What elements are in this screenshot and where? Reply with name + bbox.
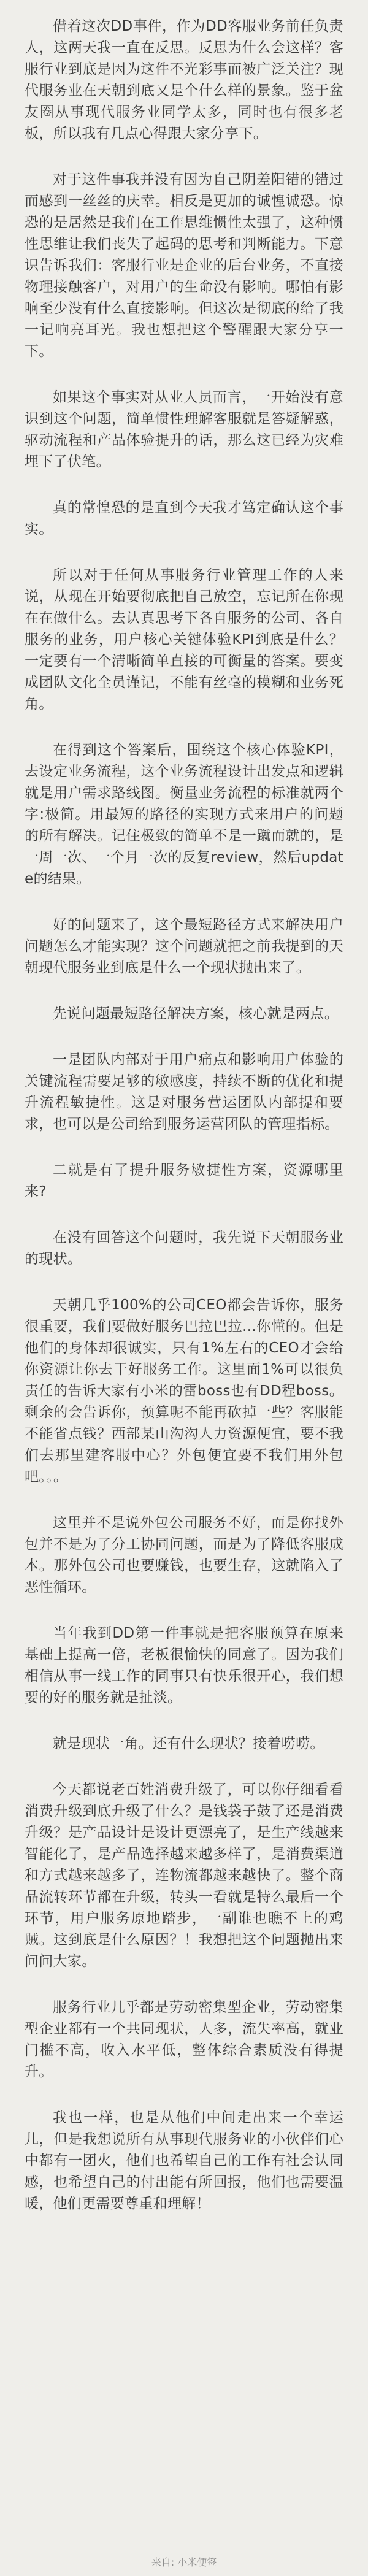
- article-body: [25, 16, 343, 2215]
- paragraph-9: 一是团队内部对于用户痛点和影响用户体验的关键流程需要足够的敏感度，持续不断的优化和提升流程敏捷性。这是对服务营运团队内部提和要求，也可以是公司给到服务运营团队的管理指标。: [25, 1052, 343, 1132]
- paragraph-8: 先说问题最短路径解决方案，核心就是两点。: [53, 1006, 339, 1022]
- paragraph-10: 二就是有了提升服务敏捷性方案，资源哪里来?: [25, 1162, 343, 1200]
- paragraph-18: 我也一样，也是从他们中间走出来一个幸运儿，但是我想说所有从事现代服务业的小伙伴们心中都有一团火，他们也希望自己的工作有社会认同感，也希望自己的付出能有所回报，他们也需要温暖，他们更需要尊重和理解！: [25, 2110, 343, 2212]
- paragraph-4: 真的常惶恐的是直到今天我才笃定确认这个事实。: [25, 500, 343, 537]
- source-label: 来自: 小米便签: [151, 2556, 217, 2568]
- paragraph-3: 如果这个事实对从业人员而言，一开始没有意识到这个问题，简单惯性理解客服就是答疑解惑，驱动流程和产品体验提升的话，那么这已经为灾难埋下了伏笔。: [25, 389, 343, 470]
- paragraph-12: 天朝几乎100%的公司CEO都会告诉你，服务很重要，我们要做好服务巴拉巴拉...你懂的。但是他们的身体却很诚实，只有1%左右的CEO才会给你资源让你去干好服务工作。这里面1%可以很负责任的告诉大家有小米的雷boss也有DD程boss。剩余的会告诉你，预算呢不能再砍掉一些？客服能不能省点钱？西部某山沟沟人力资源便宜，要不我们去那里建客服中心？外包便宜要不我们用外包吧。。。: [25, 1297, 343, 1485]
- paragraph-13: 这里并不是说外包公司服务不好，而是你找外包并不是为了分工协同问题，而是为了降低客服成本。那外包公司也要赚钱，也要生存，这就陷入了恶性循环。: [25, 1515, 343, 1595]
- paragraph-14: 当年我到DD第一件事就是把客服预算在原来基础上提高一倍，老板很愉快的同意了。因为我们相信从事一线工作的同事只有快乐很开心，我们想要的好的服务就是扯淡。: [25, 1625, 343, 1706]
- paragraph-5: 所以对于任何从事服务行业管理工作的人来说，从现在开始要彻底把自己放空，忘记所在你现在在做什么。去认真思考下各自服务的公司、各自服务的业务，用户核心关键体验KPI到底是什么？一定要有一个清晰简单直接的可衡量的答案。要变成团队文化全员谨记，不能有丝毫的模糊和业务死角。: [25, 567, 343, 712]
- paragraph-1: 借着这次DD事件，作为DD客服业务前任负责人，这两天我一直在反思。反思为什么会这样？客服行业到底是因为这件不光彩事而被广泛关注？现代服务业在天朝到底又是个什么样的景象。鉴于盆友圈从事现代服务业同学太多，同时也有很多老板，所以我有几点心得跟大家分享下。: [25, 18, 343, 142]
- paragraph-6: 在得到这个答案后，围绕这个核心体验KPI，去设定业务流程，这个业务流程设计出发点和逻辑就是用户需求路线图。衡量业务流程的标准就两个字:极简。用最短的路径的实现方式来用户的问题的所有解决。记住极致的简单不是一蹴而就的，是一周一次、一个月一次的反复review，然后update的结果。: [25, 742, 343, 887]
- paragraph-11: 在没有回答这个问题时，我先说下天朝服务业的现状。: [25, 1230, 343, 1267]
- paragraph-2: 对于这件事我并没有因为自己阴差阳错的错过而感到一丝丝的庆幸。相反是更加的诚惶诚恐。惊恐的是居然是我们在工作思维惯性太强了，这种惯性思维让我们丧失了起码的思考和判断能力。下意识告诉我们：客服行业是企业的后台业务，不直接物理接触客户，对用户的生命没有影响。哪怕有影响至少没有什么直接影响。但这次是彻底的给了我一记响亮耳光。我也想把这个警醒跟大家分享一下。: [25, 172, 343, 359]
- paragraph-17: 服务行业几乎都是劳动密集型企业，劳动密集型企业都有一个共同现状，人多，流失率高，就业门槛不高，收入水平低，整体综合素质没有得提升。: [25, 1999, 343, 2080]
- paragraph-15: 就是现状一角。还有什么现状？接着唠唠。: [53, 1736, 324, 1752]
- paragraph-7: 好的问题来了，这个最短路径方式来解决用户问题怎么才能实现？这个问题就把之前我提到的天朝现代服务业到底是什么一个现状抛出来了。: [25, 917, 343, 976]
- paragraph-16: 今天都说老百姓消费升级了，可以你仔细看看消费升级到底升级了什么？是钱袋子鼓了还是消费升级？是产品设计是设计更漂亮了，是生产线越来智能化了，是产品选择越来越多样了，是消费渠道和方式越来越多了，连物流都越来越快了。整个商品流转环节都在升级，转头一看就是特么最后一个环节，用户服务原地踏步，一副谁也瞧不上的鸡贼。这到底是什么原因？！我想把这个问题抛出来问问大家。: [25, 1782, 343, 1969]
